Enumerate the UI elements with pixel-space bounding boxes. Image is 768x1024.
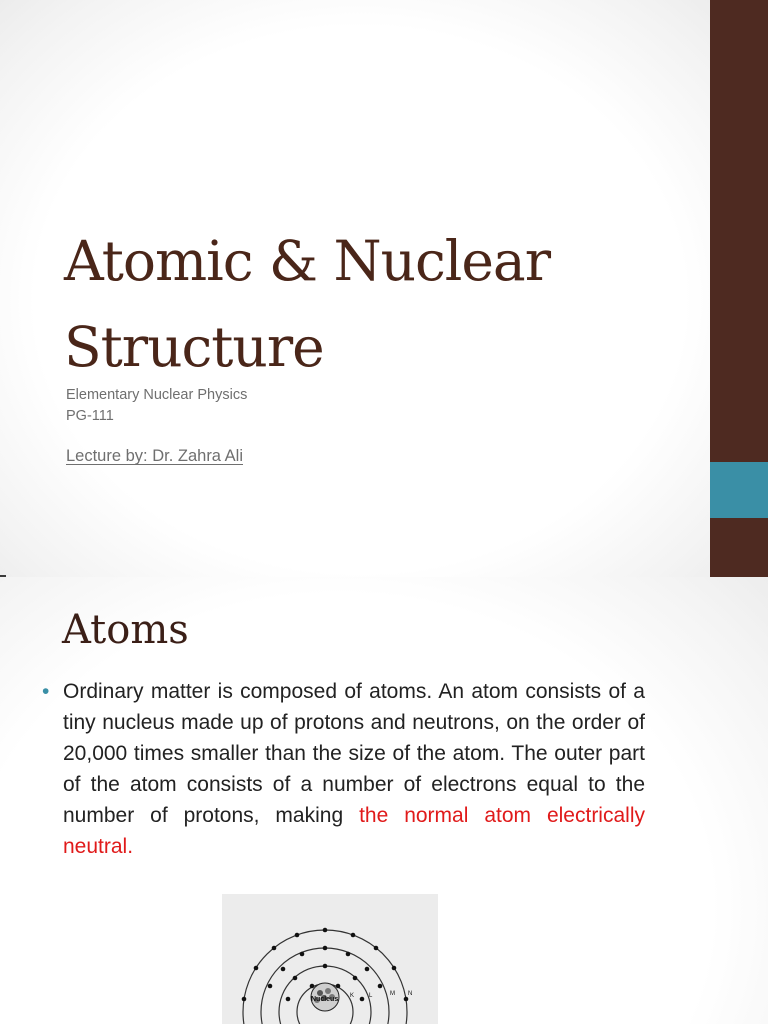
slide-title [64,218,550,390]
electron [404,997,409,1002]
electron [336,984,341,989]
electron [392,966,397,971]
shell-label-m: M [390,991,395,997]
electron [254,966,259,971]
electron [295,933,300,938]
electron [360,997,365,1002]
course-code: PG-111 [66,408,114,424]
lecturer-link[interactable]: Lecture by: Dr. Zahra Ali [66,447,243,465]
subtitle [66,385,247,427]
electron [365,967,370,972]
electron [323,946,328,951]
electron [242,997,247,1002]
course-name: Elementary Nuclear Physics [66,387,248,403]
bullet-icon: • [42,680,50,703]
atom-diagram [222,894,438,1024]
highlight-text: the normal atom electrically neutral [63,804,645,858]
shell-label-n: N [408,991,413,997]
bullet-body: Ordinary matter is composed of atoms. An atom consists of a tiny nucleus made up of protons and neutrons, on the order of 20,000 times smaller than the size of the atom. The outer part of the atom consists of a number of electrons equal to the number of protons, making [63,680,645,827]
bullet-text [63,676,645,862]
electron [281,967,286,972]
electron [351,933,356,938]
electron [353,976,358,981]
bullet-end: . [127,835,134,858]
accent-bar [710,462,768,518]
electron [323,964,328,969]
title-line-2: Structure [64,315,324,379]
electron [300,952,305,957]
atoms-slide [0,577,768,1024]
electron [286,997,291,1002]
electron [293,976,298,981]
electron [310,984,315,989]
electron [268,984,273,989]
electron [272,946,277,951]
electron [323,928,328,933]
slide-heading: Atoms [62,607,189,653]
electron [346,952,351,957]
nucleon [325,988,331,994]
atom-diagram-svg [222,894,438,1024]
shell-label-k: K [350,993,355,999]
nucleus-label: Nucleus [311,996,339,1003]
electron [374,946,379,951]
shell-label-l: L [369,993,373,999]
title-line-1: Atomic & Nuclear [64,229,551,293]
electron [378,984,383,989]
